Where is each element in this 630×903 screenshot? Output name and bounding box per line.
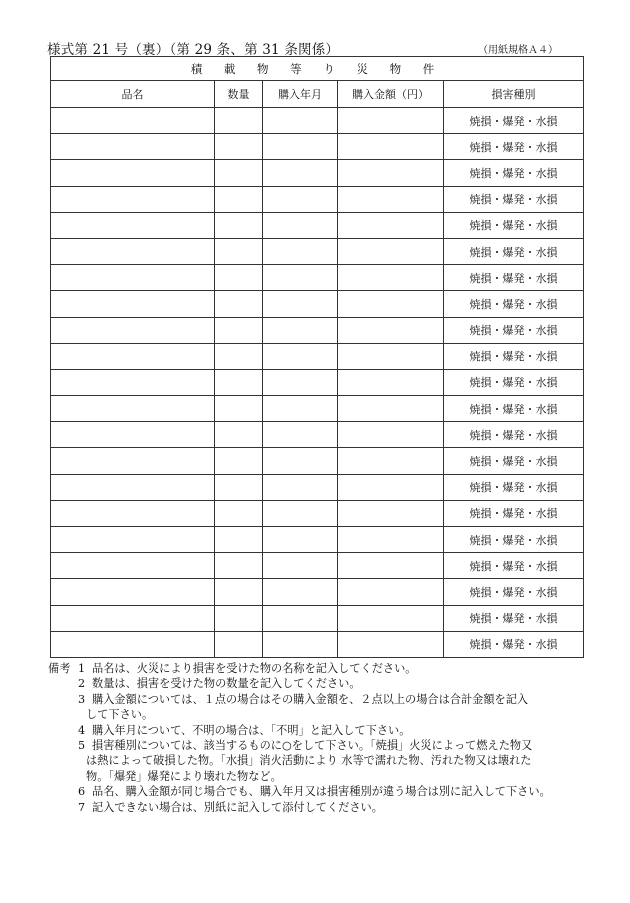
remark-number: 7 [78,800,86,814]
table-row [51,448,584,474]
table-row [51,212,584,238]
column-header-item-name: 品名 [51,81,215,108]
damage-type-cell[interactable]: 焼損・爆発・水損 [444,291,584,317]
purchase-date-cell[interactable] [263,343,338,369]
table-row [51,238,584,264]
item-name-cell[interactable] [51,396,215,422]
purchase-date-cell[interactable] [263,265,338,291]
quantity-cell[interactable] [215,186,263,212]
damage-type-cell[interactable]: 焼損・爆発・水損 [444,500,584,526]
quantity-cell[interactable] [215,291,263,317]
purchase-amount-cell[interactable] [338,134,444,160]
purchase-amount-cell[interactable] [338,369,444,395]
remark-text: 損害種別については、該当するものに○をして下さい。「焼損」火災によって燃えた物又 [92,739,533,753]
quantity-cell[interactable] [215,238,263,264]
purchase-date-cell[interactable] [263,500,338,526]
quantity-cell[interactable] [215,579,263,605]
purchase-date-cell[interactable] [263,527,338,553]
item-name-cell[interactable] [51,160,215,186]
table-row [51,500,584,526]
damage-type-cell[interactable]: 焼損・爆発・水損 [444,422,584,448]
column-header-quantity: 数量 [215,81,263,108]
item-name-cell[interactable] [51,291,215,317]
table-row [51,265,584,291]
column-header-purchase-amount: 購入金額（円） [338,81,444,108]
remark-text: 物。「爆発」爆発により壊れた物など。 [86,769,282,783]
damage-type-cell[interactable]: 焼損・爆発・水損 [444,553,584,579]
purchase-date-cell[interactable] [263,317,338,343]
item-name-cell[interactable] [51,474,215,500]
damage-type-cell[interactable]: 焼損・爆発・水損 [444,265,584,291]
purchase-date-cell[interactable] [263,134,338,160]
purchase-amount-cell[interactable] [338,186,444,212]
table-row [51,186,584,212]
purchase-date-cell[interactable] [263,422,338,448]
table-row [51,631,584,657]
purchase-date-cell[interactable] [263,291,338,317]
purchase-amount-cell[interactable] [338,448,444,474]
table-row [51,134,584,160]
damage-type-cell[interactable]: 焼損・爆発・水損 [444,317,584,343]
damage-type-cell[interactable]: 焼損・爆発・水損 [444,134,584,160]
damage-type-cell[interactable]: 焼損・爆発・水損 [444,160,584,186]
purchase-date-cell[interactable] [263,631,338,657]
quantity-cell[interactable] [215,343,263,369]
table-row [51,160,584,186]
damage-type-cell[interactable]: 焼損・爆発・水損 [444,579,584,605]
quantity-cell[interactable] [215,212,263,238]
remarks-heading: 備考 [48,662,71,675]
purchase-amount-cell[interactable] [338,422,444,448]
damage-type-cell[interactable]: 焼損・爆発・水損 [444,396,584,422]
table-row [51,343,584,369]
item-name-cell[interactable] [51,422,215,448]
damage-type-cell[interactable]: 焼損・爆発・水損 [444,527,584,553]
purchase-amount-cell[interactable] [338,160,444,186]
item-name-cell[interactable] [51,343,215,369]
item-name-cell[interactable] [51,134,215,160]
damage-type-cell[interactable]: 焼損・爆発・水損 [444,631,584,657]
remark-text: して下さい。 [86,708,154,722]
purchase-date-cell[interactable] [263,186,338,212]
quantity-cell[interactable] [215,396,263,422]
remark-text: 記入できない場合は、別紙に記入して添付してください。 [92,800,383,814]
damage-type-cell[interactable]: 焼損・爆発・水損 [444,605,584,631]
remark-line [48,784,593,799]
purchase-amount-cell[interactable] [338,579,444,605]
purchase-date-cell[interactable] [263,160,338,186]
item-name-cell[interactable] [51,631,215,657]
purchase-amount-cell[interactable] [338,212,444,238]
table-row [51,291,584,317]
item-name-cell[interactable] [51,108,215,134]
remark-text: 品名は、火災により損害を受けた物の名称を記入してください。 [92,662,417,675]
quantity-cell[interactable] [215,160,263,186]
item-name-cell[interactable] [51,186,215,212]
remark-line [48,676,593,691]
purchase-amount-cell[interactable] [338,553,444,579]
purchase-amount-cell[interactable] [338,108,444,134]
quantity-cell[interactable] [215,500,263,526]
damage-type-cell[interactable]: 焼損・爆発・水損 [444,186,584,212]
item-name-cell[interactable] [51,605,215,631]
remark-line [48,692,593,707]
purchase-amount-cell[interactable] [338,396,444,422]
table-caption: 積 載 物 等 り 災 物 件 [51,57,584,81]
remark-text: 品名、購入金額が同じ場合でも、購入年月又は損害種別が違う場合は別に記入して下さい。 [92,785,551,799]
table-row [51,527,584,553]
remarks-section [48,661,593,815]
damaged-items-table [50,56,584,658]
damage-type-cell[interactable]: 焼損・爆発・水損 [444,238,584,264]
table-row [51,108,584,134]
damage-type-cell[interactable]: 焼損・爆発・水損 [444,343,584,369]
paper-size-label: （用紙規格Ａ４） [478,45,558,56]
remark-number: 4 [78,723,86,737]
remark-text: 数量は、損害を受けた物の数量を記入してください。 [92,677,361,691]
remark-number: 3 [78,692,86,706]
purchase-date-cell[interactable] [263,605,338,631]
purchase-date-cell[interactable] [263,474,338,500]
damage-type-cell[interactable]: 焼損・爆発・水損 [444,448,584,474]
table-row [51,474,584,500]
remark-number: 6 [78,785,86,799]
purchase-date-cell[interactable] [263,108,338,134]
quantity-cell[interactable] [215,369,263,395]
purchase-amount-cell[interactable] [338,631,444,657]
purchase-date-cell[interactable] [263,579,338,605]
quantity-cell[interactable] [215,134,263,160]
purchase-amount-cell[interactable] [338,474,444,500]
table-row [51,369,584,395]
remark-line [48,723,593,738]
purchase-date-cell[interactable] [263,369,338,395]
table-row [51,605,584,631]
remark-text: 購入金額については、１点の場合はその購入金額を、２点以上の場合は合計金額を記入 [92,692,529,706]
damage-type-cell[interactable]: 焼損・爆発・水損 [444,108,584,134]
purchase-date-cell[interactable] [263,396,338,422]
remark-number: 2 [78,677,86,691]
quantity-cell[interactable] [215,448,263,474]
remark-number: 5 [78,739,86,753]
quantity-cell[interactable] [215,265,263,291]
purchase-amount-cell[interactable] [338,605,444,631]
purchase-amount-cell[interactable] [338,527,444,553]
item-name-cell[interactable] [51,527,215,553]
quantity-cell[interactable] [215,108,263,134]
form-title: 様式第 21 号（裏）（第 29 条、第 31 条関係） [47,42,340,58]
remark-line [48,707,593,722]
table-row [51,317,584,343]
quantity-cell[interactable] [215,553,263,579]
item-name-cell[interactable] [51,212,215,238]
table-row [51,396,584,422]
remark-line [48,800,593,815]
damage-type-cell[interactable]: 焼損・爆発・水損 [444,474,584,500]
purchase-date-cell[interactable] [263,238,338,264]
column-header-purchase-date: 購入年月 [263,81,338,108]
item-name-cell[interactable] [51,369,215,395]
quantity-cell[interactable] [215,422,263,448]
remark-text: 購入年月について、不明の場合は、「不明」と記入して下さい。 [92,723,411,737]
item-name-cell[interactable] [51,579,215,605]
quantity-cell[interactable] [215,631,263,657]
item-name-cell[interactable] [51,238,215,264]
purchase-amount-cell[interactable] [338,265,444,291]
purchase-amount-cell[interactable] [338,343,444,369]
item-name-cell[interactable] [51,448,215,474]
purchase-date-cell[interactable] [263,553,338,579]
purchase-amount-cell[interactable] [338,317,444,343]
remark-line [48,661,593,676]
remark-number: 1 [78,662,86,675]
item-name-cell[interactable] [51,553,215,579]
purchase-amount-cell[interactable] [338,238,444,264]
item-name-cell[interactable] [51,265,215,291]
quantity-cell[interactable] [215,317,263,343]
purchase-amount-cell[interactable] [338,291,444,317]
quantity-cell[interactable] [215,474,263,500]
damage-type-cell[interactable]: 焼損・爆発・水損 [444,212,584,238]
damage-type-cell[interactable]: 焼損・爆発・水損 [444,369,584,395]
remark-text: は熱によって破損した物。「水損」消火活動により 水等で濡れた物、汚れた物又は壊れた [86,754,532,768]
item-name-cell[interactable] [51,317,215,343]
purchase-date-cell[interactable] [263,448,338,474]
purchase-amount-cell[interactable] [338,500,444,526]
table-row [51,422,584,448]
column-header-damage-type: 損害種別 [444,81,584,108]
remark-line [48,753,593,768]
table-row [51,553,584,579]
purchase-date-cell[interactable] [263,212,338,238]
quantity-cell[interactable] [215,527,263,553]
table-row [51,579,584,605]
item-name-cell[interactable] [51,500,215,526]
remark-line [48,738,593,753]
remark-line [48,769,593,784]
quantity-cell[interactable] [215,605,263,631]
